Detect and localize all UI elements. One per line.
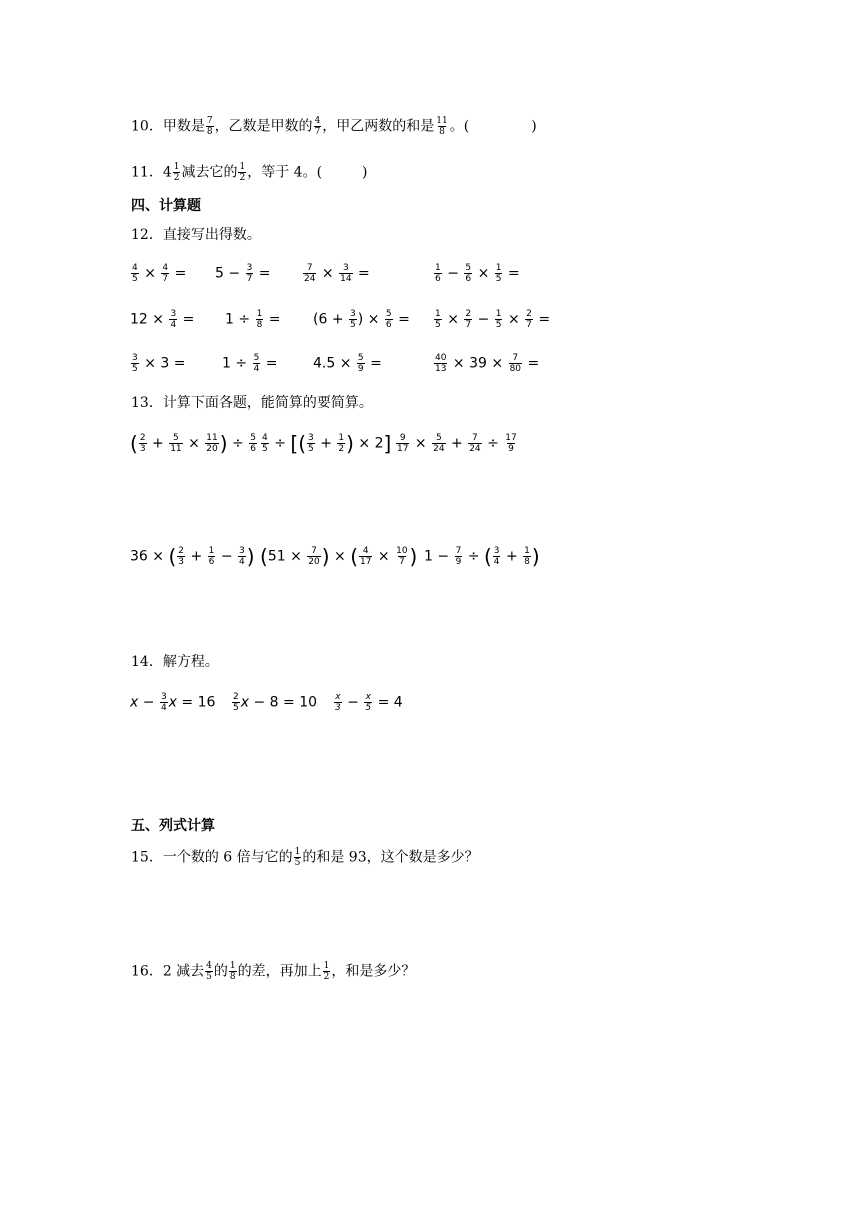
math-token: 的 xyxy=(213,963,228,980)
fraction xyxy=(161,263,169,284)
section-4-heading: 四、计算题 xyxy=(131,198,201,214)
math-token: 1 xyxy=(524,546,530,556)
math-token: 8 xyxy=(206,127,213,137)
fraction xyxy=(385,309,393,330)
math-token: − xyxy=(437,548,450,565)
fraction xyxy=(131,353,139,374)
math-token: 的差，再加上 xyxy=(237,963,322,980)
math-token: − xyxy=(477,311,490,328)
math-token: 12 xyxy=(130,311,148,328)
math-token: 24 xyxy=(433,444,445,454)
fraction xyxy=(294,847,302,868)
math-token: 2 xyxy=(178,546,185,556)
math-token: = xyxy=(507,265,520,282)
math-token: 4 xyxy=(253,364,260,374)
fraction xyxy=(349,309,357,330)
fraction xyxy=(307,546,320,567)
math-token: 4 xyxy=(493,557,500,567)
expr xyxy=(130,309,194,330)
math-token: ) xyxy=(346,431,354,456)
math-token: + xyxy=(505,548,518,565)
math-token: 6 xyxy=(208,557,215,567)
math-token: 7 xyxy=(246,274,253,284)
math-token: − xyxy=(447,265,459,282)
math-token: 3 xyxy=(160,692,167,702)
math-token: 11． xyxy=(131,164,163,181)
expr xyxy=(222,353,277,374)
fraction xyxy=(229,961,237,982)
expr xyxy=(130,353,185,374)
math-token: [ xyxy=(290,431,299,456)
fraction xyxy=(434,263,442,284)
math-token: 8 xyxy=(256,320,263,330)
fraction xyxy=(464,309,472,330)
math-token: 4 xyxy=(239,557,245,567)
math-token: 3 xyxy=(246,263,253,273)
fraction xyxy=(208,546,216,567)
math-token: ( xyxy=(168,544,177,569)
fraction xyxy=(139,433,147,454)
math-token: ] xyxy=(383,431,392,456)
math-token: = xyxy=(283,694,295,711)
question-15 xyxy=(131,847,479,868)
math-token: 5 xyxy=(495,274,502,284)
math-token: = xyxy=(538,311,551,328)
question-16 xyxy=(131,961,415,982)
math-token: = xyxy=(527,355,540,372)
math-token: × xyxy=(507,311,520,328)
fraction xyxy=(468,433,481,454)
math-token: 5 xyxy=(233,703,239,713)
math-token: = xyxy=(370,355,382,372)
math-token: × xyxy=(321,265,334,282)
math-token: × xyxy=(477,265,490,282)
expr xyxy=(433,353,539,374)
fraction xyxy=(169,309,177,330)
expr xyxy=(215,263,270,284)
math-token: 3 xyxy=(139,444,146,454)
math-token: 1 xyxy=(435,263,441,273)
fraction xyxy=(434,353,447,374)
math-token: × xyxy=(290,548,302,565)
math-token: 3 xyxy=(178,557,185,567)
expr xyxy=(225,309,280,330)
fraction xyxy=(434,309,442,330)
math-token: 9 xyxy=(357,364,364,374)
math-token: 51 xyxy=(267,548,286,565)
math-token: 7 xyxy=(455,546,462,556)
math-token: 5 xyxy=(253,353,260,363)
fraction xyxy=(314,116,322,137)
fraction xyxy=(495,263,503,284)
math-token: x xyxy=(240,694,250,711)
math-token: 5 xyxy=(173,433,179,443)
math-token: 2 xyxy=(173,173,180,183)
math-token: = xyxy=(398,311,410,328)
fraction xyxy=(169,433,182,454)
math-token: x xyxy=(168,694,177,711)
math-token: 6 xyxy=(385,320,392,330)
math-token: 5 xyxy=(250,433,256,443)
math-token: ÷ xyxy=(274,435,286,452)
fraction xyxy=(261,433,269,454)
math-token: 3 xyxy=(160,355,170,372)
math-token: 8 xyxy=(524,557,530,567)
fraction xyxy=(238,546,246,567)
math-token: 7 xyxy=(306,263,313,273)
math-token: 7 xyxy=(465,320,472,330)
math-token: 80 xyxy=(509,364,522,374)
math-token: 11 xyxy=(170,444,182,454)
math-token: 1 xyxy=(495,263,502,273)
math-token: = xyxy=(265,355,278,372)
math-token: 4 xyxy=(206,961,212,971)
math-token: 甲数是 xyxy=(162,118,205,135)
math-token: 2 xyxy=(323,972,330,982)
math-token: + xyxy=(331,311,344,328)
math-token: x xyxy=(130,694,139,711)
fraction xyxy=(246,263,254,284)
math-token: 8 xyxy=(439,127,445,137)
math-token: ，和是多少？ xyxy=(331,963,416,980)
math-token: 1 xyxy=(225,311,234,328)
math-token: 2 xyxy=(465,309,472,319)
fraction xyxy=(432,433,445,454)
math-token: 13 xyxy=(435,364,447,374)
equation xyxy=(333,692,403,713)
fraction xyxy=(435,116,448,137)
equation xyxy=(130,692,215,713)
fraction xyxy=(205,433,218,454)
math-token: 3 xyxy=(170,309,177,319)
math-token: 2 xyxy=(374,435,384,452)
math-token: × xyxy=(358,435,371,452)
math-token: 5 xyxy=(294,858,301,868)
math-token: 9 xyxy=(508,444,514,454)
math-token: ( xyxy=(130,431,138,456)
math-token: ( xyxy=(483,544,492,569)
fraction xyxy=(504,433,517,454)
math-token: 9 xyxy=(399,433,406,443)
math-token: × xyxy=(447,311,459,328)
math-token: 16 xyxy=(197,694,216,711)
math-token: 3 xyxy=(493,546,500,556)
math-token: 3 xyxy=(239,546,245,556)
math-token: 6 xyxy=(435,274,441,284)
math-token: × xyxy=(152,548,165,565)
math-token: 减去它的 xyxy=(181,164,238,181)
math-token: x xyxy=(335,692,341,702)
math-token: = xyxy=(182,311,195,328)
math-token: 5 xyxy=(262,444,268,454)
math-token: x xyxy=(365,692,371,702)
math-token: 1 xyxy=(256,309,263,319)
math-token: 2 xyxy=(233,692,239,702)
fraction xyxy=(339,263,352,284)
math-token: 1 xyxy=(338,433,345,443)
math-token: 的和是 93，这个数是多少？ xyxy=(302,849,479,866)
fraction xyxy=(359,546,372,567)
math-token: 11 xyxy=(436,116,448,126)
math-token: 39 xyxy=(469,355,487,372)
math-token: × xyxy=(188,435,200,452)
math-token: 17 xyxy=(397,444,409,454)
fraction xyxy=(177,546,185,567)
math-token: 5 xyxy=(308,444,314,454)
fraction xyxy=(334,692,342,713)
math-token: 1 xyxy=(424,548,433,565)
fraction xyxy=(303,263,316,284)
fraction xyxy=(173,162,181,183)
math-token: 8 xyxy=(269,694,279,711)
math-token: 40 xyxy=(435,353,447,363)
fraction xyxy=(493,546,501,567)
math-token: 5 xyxy=(465,263,472,273)
math-token: × xyxy=(144,265,156,282)
section-5-heading: 五、列式计算 xyxy=(131,818,215,834)
math-token: 3 xyxy=(342,263,349,273)
question-14: 14．解方程。 xyxy=(131,654,219,670)
fraction xyxy=(205,961,213,982)
fraction xyxy=(523,546,531,567)
math-token: 7 xyxy=(206,116,213,126)
math-token: − xyxy=(220,548,233,565)
expr xyxy=(424,546,540,567)
math-token: 6 xyxy=(465,274,472,284)
fraction xyxy=(337,433,345,454)
math-token: 10． xyxy=(131,118,163,135)
math-token: = xyxy=(358,265,370,282)
math-token: ) xyxy=(409,544,418,569)
math-token: 16．2 减去 xyxy=(131,963,205,980)
math-token: 4 xyxy=(170,320,177,330)
math-token: = xyxy=(268,311,281,328)
math-token: + xyxy=(451,435,463,452)
math-token: 10 xyxy=(396,546,408,556)
math-token: ，等于 4。( xyxy=(247,164,323,181)
expr xyxy=(130,546,255,567)
expr xyxy=(260,433,391,454)
fraction xyxy=(253,353,261,374)
fraction xyxy=(396,433,409,454)
math-token: 24 xyxy=(469,444,481,454)
math-token: 36 xyxy=(130,548,148,565)
math-token: − xyxy=(347,694,359,711)
math-token: ÷ xyxy=(238,311,251,328)
math-token: 9 xyxy=(455,557,462,567)
math-token: 2 xyxy=(338,444,345,454)
math-token: 11 xyxy=(206,433,218,443)
fraction xyxy=(525,309,533,330)
math-token: 。( xyxy=(449,118,470,135)
math-token: 17 xyxy=(505,433,517,443)
math-token: 1 xyxy=(495,309,502,319)
math-token: ) xyxy=(321,544,330,569)
math-token: 5 xyxy=(435,320,441,330)
math-token: ) xyxy=(362,164,368,181)
question-10 xyxy=(131,116,537,137)
math-token: × xyxy=(377,548,390,565)
math-token: 8 xyxy=(229,972,236,982)
math-token: 4 xyxy=(362,546,369,556)
math-token: 24 xyxy=(304,274,316,284)
math-token: ÷ xyxy=(487,435,499,452)
math-token: = xyxy=(258,265,271,282)
math-token: 5 xyxy=(132,274,138,284)
math-token: 4 xyxy=(262,433,268,443)
fraction xyxy=(238,162,246,183)
fraction xyxy=(232,692,240,713)
math-token: 20 xyxy=(308,557,320,567)
fraction xyxy=(131,263,139,284)
fraction xyxy=(256,309,264,330)
math-token: ÷ xyxy=(232,435,244,452)
math-token: 4.5 xyxy=(313,355,336,372)
question-11 xyxy=(131,162,368,183)
fraction xyxy=(206,116,214,137)
fraction xyxy=(495,309,503,330)
math-token: 5 xyxy=(132,364,138,374)
math-token: 3 xyxy=(350,309,356,319)
math-token: 5 xyxy=(215,265,224,282)
math-token: ) xyxy=(531,544,540,569)
math-token: 1 xyxy=(294,847,301,857)
math-token: 2 xyxy=(526,309,532,319)
math-token: ÷ xyxy=(235,355,248,372)
fraction xyxy=(160,692,168,713)
expr xyxy=(433,309,550,330)
fraction xyxy=(323,961,331,982)
math-token: = xyxy=(377,694,390,711)
math-token: × xyxy=(152,311,165,328)
fraction xyxy=(509,353,522,374)
math-token: ( xyxy=(350,544,358,569)
math-token: 1 xyxy=(222,355,231,372)
math-token: 6 xyxy=(318,311,328,328)
math-token: 1 xyxy=(229,961,236,971)
math-token: ，甲乙两数的和是 xyxy=(322,118,435,135)
math-token: ) xyxy=(246,544,255,569)
math-token: ÷ xyxy=(467,548,480,565)
math-token: 5 xyxy=(435,433,442,443)
fraction xyxy=(357,353,365,374)
math-token: 4 xyxy=(162,263,169,273)
math-token: − xyxy=(228,265,241,282)
math-token: 1 xyxy=(323,961,330,971)
math-token: ) xyxy=(357,311,364,328)
math-token: 4 xyxy=(393,694,403,711)
math-token: 4 xyxy=(162,164,172,181)
math-token: 2 xyxy=(139,433,146,443)
fraction xyxy=(364,692,372,713)
fraction xyxy=(455,546,463,567)
equation xyxy=(231,692,317,713)
math-token: ) xyxy=(531,118,537,135)
math-token: × xyxy=(334,548,346,565)
expr xyxy=(130,433,258,454)
math-token: 3 xyxy=(308,433,314,443)
math-token: 10 xyxy=(299,694,318,711)
math-token: 7 xyxy=(398,557,405,567)
math-token: 1 xyxy=(173,162,180,172)
math-token: = xyxy=(173,355,186,372)
expr xyxy=(260,546,417,567)
math-token: 4 xyxy=(314,116,321,126)
math-token: × xyxy=(339,355,352,372)
math-token: ( xyxy=(298,431,306,456)
math-token: × xyxy=(144,355,156,372)
math-token: × xyxy=(367,311,380,328)
math-token: 5 xyxy=(350,320,356,330)
expr xyxy=(313,353,382,374)
fraction xyxy=(464,263,472,284)
math-token: + xyxy=(190,548,203,565)
math-token: × xyxy=(414,435,427,452)
expr xyxy=(313,309,410,330)
question-12: 12．直接写出得数。 xyxy=(131,227,261,243)
math-token: × xyxy=(491,355,504,372)
math-token: 1 xyxy=(435,309,441,319)
math-token: 14 xyxy=(340,274,352,284)
question-13: 13．计算下面各题，能简算的要简算。 xyxy=(131,395,373,411)
math-token: 5 xyxy=(385,309,392,319)
fraction xyxy=(395,546,408,567)
expr xyxy=(395,433,519,454)
expr xyxy=(433,263,520,284)
math-token: 5 xyxy=(495,320,502,330)
math-token: 3 xyxy=(132,353,138,363)
math-token: ( xyxy=(313,311,319,328)
math-token: 7 xyxy=(512,353,519,363)
math-token: 15．一个数的 6 倍与它的 xyxy=(131,849,293,866)
math-token: ，乙数是甲数的 xyxy=(214,118,313,135)
math-token: + xyxy=(320,435,332,452)
expr xyxy=(302,263,370,284)
math-token: 7 xyxy=(311,546,317,556)
fraction xyxy=(249,433,257,454)
math-token: 3 xyxy=(335,703,341,713)
math-token: + xyxy=(152,435,164,452)
expr xyxy=(130,263,186,284)
math-token: 20 xyxy=(206,444,218,454)
math-token: 1 xyxy=(239,162,246,172)
math-token: − xyxy=(142,694,155,711)
math-token: 4 xyxy=(160,703,167,713)
math-token: 7 xyxy=(162,274,169,284)
math-token: 4 xyxy=(132,263,138,273)
math-token: 5 xyxy=(206,972,212,982)
math-token: ( xyxy=(260,544,268,569)
math-token: 5 xyxy=(365,703,372,713)
math-token: − xyxy=(253,694,266,711)
math-token: 17 xyxy=(360,557,372,567)
math-token: 7 xyxy=(314,127,321,137)
math-token: × xyxy=(452,355,465,372)
math-token: = xyxy=(174,265,187,282)
math-token: 7 xyxy=(526,320,532,330)
math-token: 1 xyxy=(208,546,215,556)
math-token: 2 xyxy=(239,173,246,183)
math-token: 6 xyxy=(250,444,256,454)
math-token: 7 xyxy=(472,433,478,443)
fraction xyxy=(307,433,315,454)
math-token: 5 xyxy=(357,353,364,363)
math-token: = xyxy=(181,694,194,711)
math-token: ) xyxy=(219,431,228,456)
